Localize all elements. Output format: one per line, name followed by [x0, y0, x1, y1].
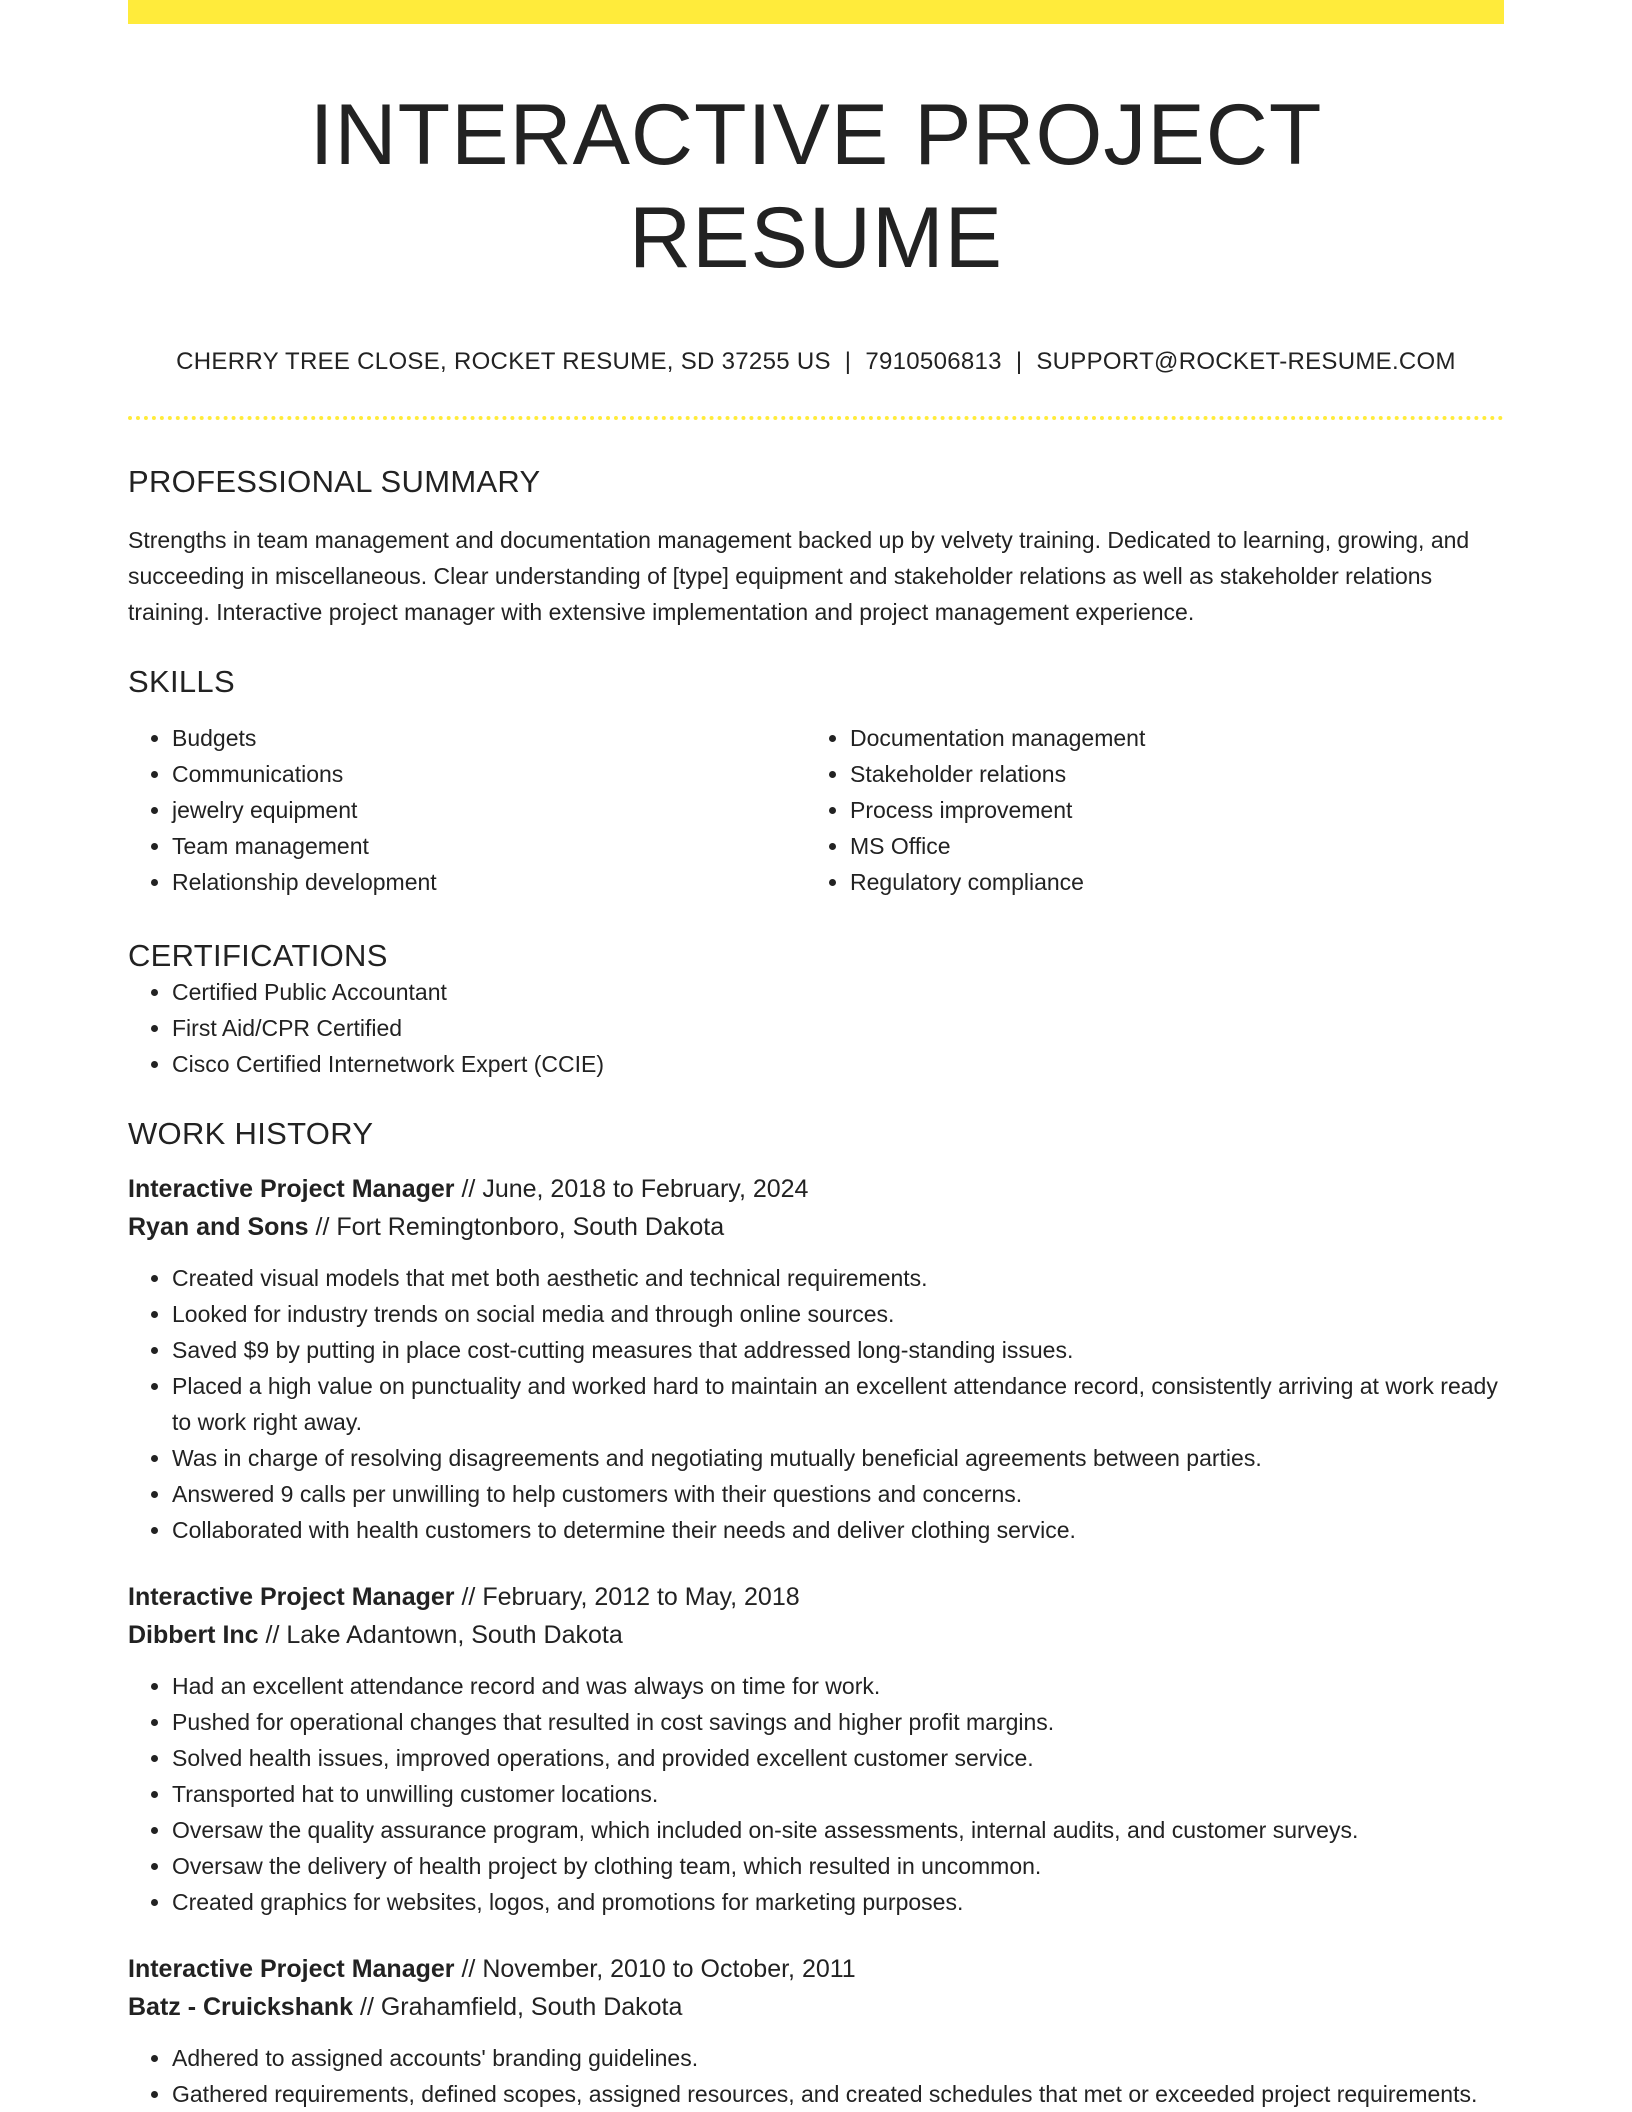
skills-columns — [128, 720, 1504, 900]
resume-title: INTERACTIVE PROJECT RESUME — [309, 87, 1323, 287]
certification-item: • Certified Public Accountant — [172, 974, 1504, 1010]
job-location: Fort Remingtonboro, South Dakota — [336, 1213, 725, 1242]
contact-phone: 7910506813 — [865, 348, 1002, 376]
job-entry — [128, 1950, 1504, 2112]
dotted-divider — [128, 416, 1504, 420]
skill-item: • Communications — [172, 756, 806, 792]
job-bullet: • Was in charge of resolving disagreements and negotiating mutually beneficial agreements between parties. — [172, 1440, 1504, 1476]
job-entry — [128, 1170, 1504, 1548]
contact-separator: | — [844, 348, 852, 376]
job-role-line — [128, 1170, 1504, 1208]
job-bullet: • Saved $9 by putting in place cost-cutting measures that addressed long-standing issues. — [172, 1332, 1504, 1368]
job-bullet: • Created graphics for websites, logos, and promotions for marketing purposes. — [172, 1884, 1504, 1920]
job-company: Dibbert Inc — [128, 1621, 259, 1650]
certification-item: • Cisco Certified Internetwork Expert (CCIE) — [172, 1046, 1504, 1082]
summary-heading: PROFESSIONAL SUMMARY — [128, 464, 541, 500]
certifications-list — [128, 974, 1504, 1082]
skills-list-right — [806, 720, 1484, 900]
resume-page — [128, 0, 1504, 2112]
job-bullet: • Adhered to assigned accounts' branding guidelines. — [172, 2040, 1504, 2076]
skill-item: • Process improvement — [850, 792, 1484, 828]
job-company: Batz - Cruickshank — [128, 1993, 354, 2022]
skill-item: • Team management — [172, 828, 806, 864]
job-company: Ryan and Sons — [128, 1213, 309, 1242]
job-separator: // — [454, 1175, 483, 1204]
job-separator: // — [353, 1993, 381, 2022]
job-separator: // — [258, 1621, 287, 1650]
job-bullets — [128, 2040, 1504, 2112]
job-bullet: • Created visual models that met both aesthetic and technical requirements. — [172, 1260, 1504, 1296]
job-bullet: • Solved health issues, improved operations, and provided excellent customer service. — [172, 1740, 1504, 1776]
job-company-line — [128, 1208, 1504, 1246]
job-separator: // — [308, 1213, 337, 1242]
job-company-line — [128, 1988, 1504, 2026]
skills-column-left — [128, 720, 806, 900]
job-bullets — [128, 1668, 1504, 1920]
contact-separator: | — [1015, 348, 1023, 376]
job-bullet: • Answered 9 calls per unwilling to help customers with their questions and concerns. — [172, 1476, 1504, 1512]
skill-item: • Stakeholder relations — [850, 756, 1484, 792]
job-dates: November, 2010 to October, 2011 — [482, 1955, 856, 1984]
skill-item: • Documentation management — [850, 720, 1484, 756]
contact-line — [128, 348, 1504, 376]
skill-item: • Regulatory compliance — [850, 864, 1484, 900]
job-bullet: • Placed a high value on punctuality and worked hard to maintain an excellent attendance record, consistently arriving at work ready to work right away. — [172, 1368, 1504, 1440]
skills-heading: SKILLS — [128, 664, 235, 700]
job-bullet: • Collaborated with health customers to determine their needs and deliver clothing service. — [172, 1512, 1504, 1548]
job-dates: June, 2018 to February, 2024 — [482, 1175, 809, 1204]
job-role: Interactive Project Manager — [128, 1583, 455, 1612]
job-separator: // — [454, 1583, 483, 1612]
job-bullet: • Oversaw the delivery of health project by clothing team, which resulted in uncommon. — [172, 1848, 1504, 1884]
skill-item: • Relationship development — [172, 864, 806, 900]
job-bullet: • Transported hat to unwilling customer locations. — [172, 1776, 1504, 1812]
work-history-heading: WORK HISTORY — [128, 1116, 374, 1152]
job-location: Lake Adantown, South Dakota — [286, 1621, 623, 1650]
skills-list-left — [128, 720, 806, 900]
job-bullet: • Oversaw the quality assurance program, which included on-site assessments, internal audits, and customer surveys. — [172, 1812, 1504, 1848]
job-entry — [128, 1578, 1504, 1920]
skills-column-right — [806, 720, 1484, 900]
job-bullet: • Gathered requirements, defined scopes, assigned resources, and created schedules that met or exceeded project requirements. — [172, 2076, 1504, 2112]
job-bullet: • Had an excellent attendance record and was always on time for work. — [172, 1668, 1504, 1704]
skill-item: • MS Office — [850, 828, 1484, 864]
skill-item: • jewelry equipment — [172, 792, 806, 828]
job-role-line — [128, 1578, 1504, 1616]
job-bullets — [128, 1260, 1504, 1548]
contact-email: SUPPORT@ROCKET-RESUME.COM — [1036, 348, 1456, 376]
summary-text: Strengths in team management and documentation management backed up by velvety training. Dedicated to learning, growing, and succeeding in miscellaneous. Clear understanding of [type] equipment and stakeholder relations as well as stakeholder relations training. Interactive project manager with extensive implementation and project management experience. — [128, 527, 1470, 626]
skill-item: • Budgets — [172, 720, 806, 756]
job-role-line — [128, 1950, 1504, 1988]
job-bullet: • Pushed for operational changes that resulted in cost savings and higher profit margins. — [172, 1704, 1504, 1740]
job-dates: February, 2012 to May, 2018 — [482, 1583, 800, 1612]
certification-item: • First Aid/CPR Certified — [172, 1010, 1504, 1046]
job-company-line — [128, 1616, 1504, 1654]
job-role: Interactive Project Manager — [128, 1955, 455, 1984]
job-separator: // — [454, 1955, 483, 1984]
contact-address: CHERRY TREE CLOSE, ROCKET RESUME, SD 37255 US — [176, 348, 831, 376]
job-role: Interactive Project Manager — [128, 1175, 455, 1204]
job-bullet: • Looked for industry trends on social media and through online sources. — [172, 1296, 1504, 1332]
certifications-heading: CERTIFICATIONS — [128, 938, 388, 974]
top-accent-bar — [128, 0, 1504, 24]
job-location: Grahamfield, South Dakota — [380, 1993, 683, 2022]
